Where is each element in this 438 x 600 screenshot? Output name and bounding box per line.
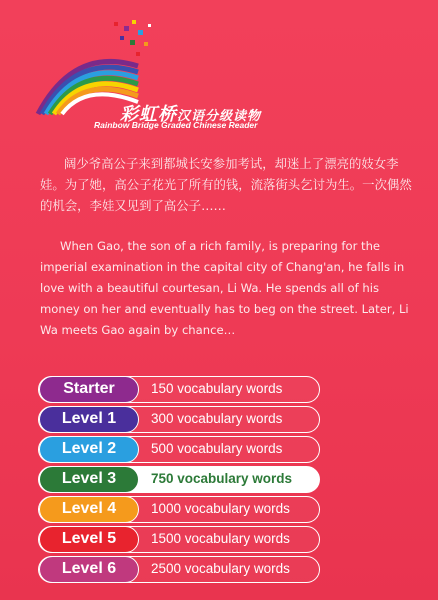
level-row-1 [38, 406, 320, 433]
level-vocabulary: 750 vocabulary words [151, 471, 293, 486]
level-badge: Level 2 [39, 436, 139, 463]
level-row-4 [38, 496, 320, 523]
level-badge: Level 5 [39, 526, 139, 553]
series-logo [34, 14, 274, 130]
synopsis-chinese: 阔少爷高公子来到都城长安参加考试，却迷上了漂亮的妓女李娃。为了她，高公子花光了所有的钱，流落街头乞讨为生。一次偶然的机会，李娃又见到了高公子…… [40, 156, 412, 213]
level-row-2 [38, 436, 320, 463]
level-badge: Level 6 [39, 556, 139, 583]
level-row-6 [38, 556, 320, 583]
level-vocabulary: 1000 vocabulary words [151, 501, 290, 516]
series-title-en: Rainbow Bridge Graded Chinese Reader [94, 120, 258, 130]
level-badge: Level 1 [39, 406, 139, 433]
level-vocabulary: 500 vocabulary words [151, 441, 283, 456]
level-vocabulary: 2500 vocabulary words [151, 561, 290, 576]
brand-name-cn: 彩虹桥 [120, 104, 177, 125]
level-vocabulary: 300 vocabulary words [151, 411, 283, 426]
level-badge: Level 3 [39, 466, 139, 493]
level-list [38, 376, 320, 586]
level-row-starter [38, 376, 320, 403]
level-badge: Level 4 [39, 496, 139, 523]
level-vocabulary: 150 vocabulary words [151, 381, 283, 396]
synopsis-english: When Gao, the son of a rich family, is preparing for the imperial examination in the capital city of Chang'an, he falls in love with a beautiful courtesan, Li Wa. He spends all of his money on her and eventually has to beg on the street. Later, Li Wa meets Gao again by chance… [40, 239, 409, 337]
level-vocabulary: 1500 vocabulary words [151, 531, 290, 546]
level-badge: Starter [39, 376, 139, 403]
level-row-3 [38, 466, 320, 493]
level-row-5 [38, 526, 320, 553]
series-name-cn: 汉语分级读物 [177, 109, 262, 124]
